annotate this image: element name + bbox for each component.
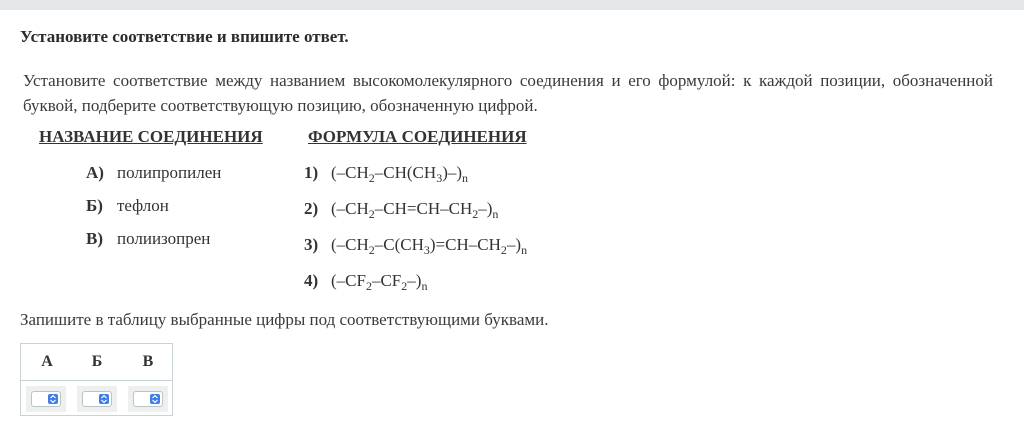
formula-text: $(-CH_2-C(CH_3)=CH-CH_2-)_n$ [331, 235, 528, 257]
answer-cell-v [128, 386, 168, 412]
select-arrows-icon [48, 394, 58, 404]
name-label: тефлон [117, 196, 169, 215]
formula-item-2 [304, 199, 498, 219]
formula-text: $(-CH_2-CH(CH_3)-)_n$ [331, 163, 469, 185]
answer-select-v[interactable] [133, 391, 163, 407]
name-label: полиизопрен [117, 229, 211, 248]
names-column-header: НАЗВАНИЕ СОЕДИНЕНИЯ [39, 127, 263, 146]
formula-text: $(-CF_2-CF_2-)_n$ [331, 271, 428, 293]
formula-key: 1) [304, 163, 319, 182]
name-item-b [86, 196, 169, 216]
formula-key: 2) [304, 199, 319, 218]
formula-key: 3) [304, 235, 319, 254]
formula-item-1 [304, 163, 468, 183]
answer-cell-b [77, 386, 117, 412]
formula-key: 4) [304, 271, 319, 290]
name-key: Б) [86, 196, 103, 215]
top-bar [0, 0, 1024, 10]
answer-instruction: Запишите в таблицу выбранные цифры под соответствующими буквами. [20, 310, 549, 329]
instruction-heading: Установите соответствие и впишите ответ. [20, 27, 349, 46]
answer-select-b[interactable] [82, 391, 112, 407]
column-header-b: Б [91, 353, 103, 370]
formulas-column-header: ФОРМУЛА СОЕДИНЕНИЯ [308, 127, 527, 146]
formula-item-3 [304, 235, 527, 255]
select-arrows-icon [150, 394, 160, 404]
answer-table-header [21, 344, 172, 381]
answer-table [20, 343, 173, 416]
answer-cell-a [26, 386, 66, 412]
formula-item-4 [304, 271, 427, 291]
task-description: Установите соответствие между названием высокомолекулярного соединения и его формулой: к каждой позиции, обозначенной буквой, подберите соответствующую позицию, обозначенную цифрой. [23, 71, 993, 115]
answer-select-a[interactable] [31, 391, 61, 407]
name-item-a [86, 163, 221, 183]
formula-text: $(-CH_2-CH=CH-CH_2-)_n$ [331, 199, 499, 221]
column-header-a: А [41, 353, 53, 370]
select-arrows-icon [99, 394, 109, 404]
name-label: полипропилен [117, 163, 222, 182]
column-header-v: В [142, 353, 154, 370]
name-key: В) [86, 229, 103, 248]
name-key: А) [86, 163, 104, 182]
name-item-v [86, 229, 210, 249]
